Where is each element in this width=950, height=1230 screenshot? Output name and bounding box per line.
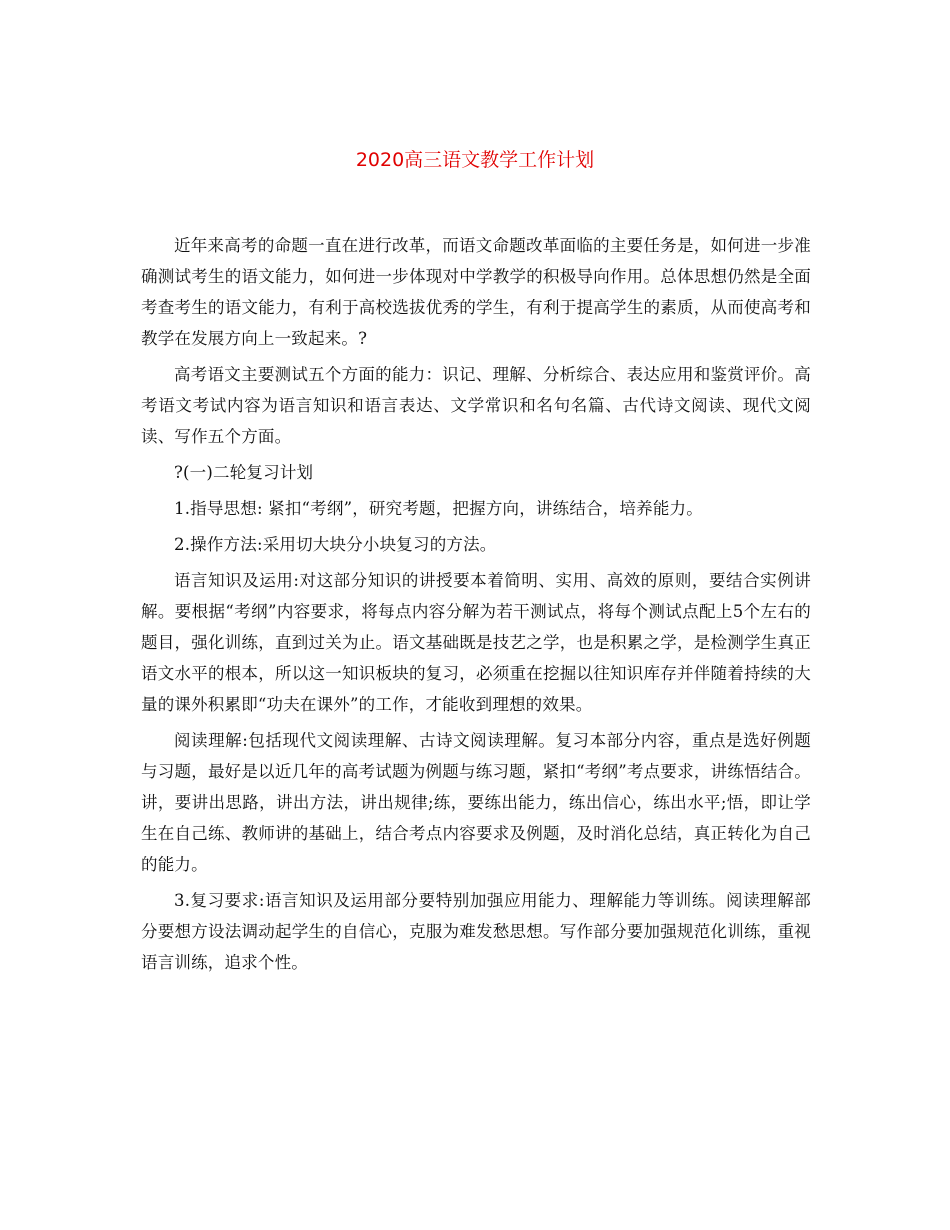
paragraph-review-requirements: 3.复习要求:语言知识及运用部分要特别加强应用能力、理解能力等训练。阅读理解部分要想方设法调动起学生的自信心，克服为难发愁思想。写作部分要加强规范化训练，重视语言训练，追求个性。 bbox=[141, 891, 811, 972]
paragraph-language-knowledge: 语言知识及运用:对这部分知识的讲授要本着简明、实用、高效的原则，要结合实例讲解。要根据“考纲”内容要求，将每点内容分解为若干测试点，将每个测试点配上5个左右的题目，强化训练，直到过关为止。语文基础既是技艺之学，也是积累之学，是检测学生真正语文水平的根本，所以这一知识板块的复习，必须重在挖掘以往知识库存并伴随着持续的大量的课外积累即“功夫在课外”的工作，才能收到理想的效果。 bbox=[141, 571, 811, 714]
paragraph-abilities: 高考语文主要测试五个方面的能力：识记、理解、分析综合、表达应用和鉴赏评价。高考语文考试内容为语言知识和语言表达、文学常识和名句名篇、古代诗文阅读、现代文阅读、写作五个方面。 bbox=[141, 365, 811, 446]
paragraph-method: 2.操作方法:采用切大块分小块复习的方法。 bbox=[174, 535, 497, 554]
section-heading-review-plan: ?(一)二轮复习计划 bbox=[174, 463, 314, 482]
paragraph-intro: 近年来高考的命题一直在进行改革，而语文命题改革面临的主要任务是，如何进一步准确测试考生的语文能力，如何进一步体现对中学教学的积极导向作用。总体思想仍然是全面考查考生的语文能力，有利于高校选拔优秀的学生，有利于提高学生的素质，从而使高考和教学在发展方向上一致起来。? bbox=[141, 236, 811, 348]
paragraph-reading-comprehension: 阅读理解:包括现代文阅读理解、古诗文阅读理解。复习本部分内容，重点是选好例题与习题，最好是以近几年的高考试题为例题与练习题，紧扣“考纲”考点要求，讲练悟结合。讲，要讲出思路，讲出方法，讲出规律;练，要练出能力，练出信心，练出水平;悟，即让学生在自己练、教师讲的基础上，结合考点内容要求及例题，及时消化总结，真正转化为自己的能力。 bbox=[141, 731, 811, 874]
paragraph-guiding-idea: 1.指导思想: 紧扣“考纲”，研究考题，把握方向，讲练结合，培养能力。 bbox=[174, 499, 703, 518]
document-body bbox=[141, 230, 811, 983]
document-title: 2020高三语文教学工作计划 bbox=[355, 149, 595, 171]
